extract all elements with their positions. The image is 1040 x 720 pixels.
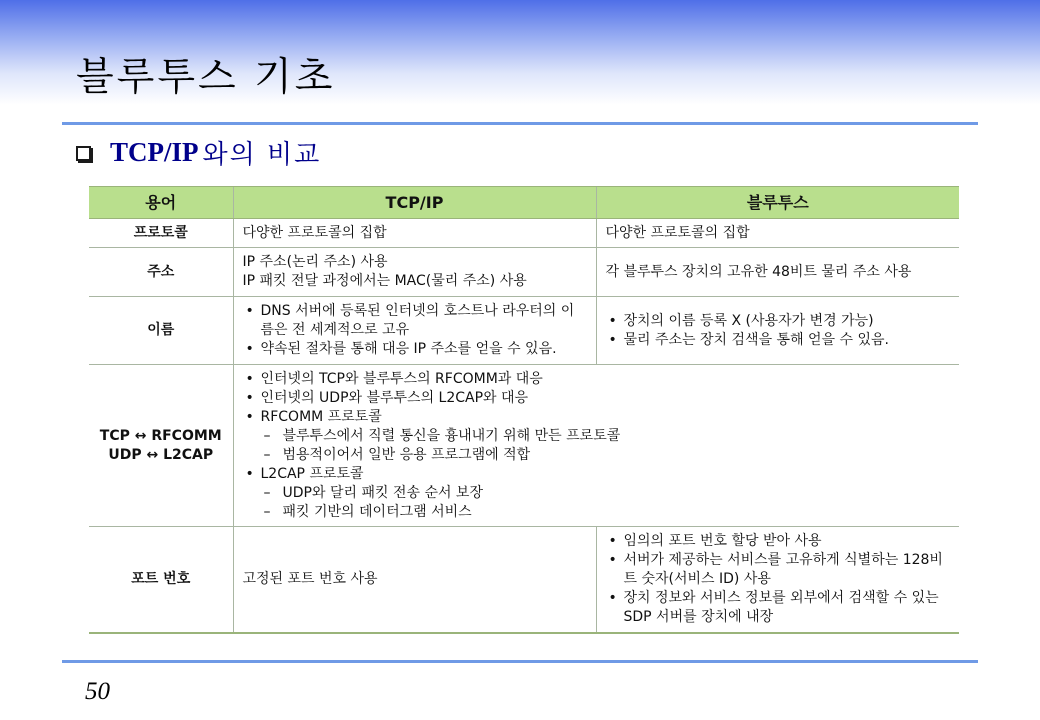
bluetooth-cell: 다양한 프로토콜의 집합 <box>596 219 959 248</box>
bullet-list <box>243 370 951 522</box>
section-heading-latin: TCP/IP <box>110 137 199 167</box>
term-cell: 프로토콜 <box>89 219 233 248</box>
bullet-list <box>243 302 587 359</box>
tcpip-cell <box>233 297 596 365</box>
list-item: • 약속된 절차를 통해 대응 IP 주소를 얻을 수 있음. <box>261 340 587 359</box>
section-heading-hangul: 와의 비교 <box>202 140 322 170</box>
sub-list <box>261 427 951 465</box>
list-item: • DNS 서버에 등록된 인터넷의 호스트나 라우터의 이름은 전 세계적으로 고유 <box>261 302 587 340</box>
comparison-table <box>89 186 959 634</box>
term-cell: 이름 <box>89 297 233 365</box>
bluetooth-cell: 각 블루투스 장치의 고유한 48비트 물리 주소 사용 <box>596 248 959 297</box>
sub-list <box>261 484 951 522</box>
list-item: • 서버가 제공하는 서비스를 고유하게 식별하는 128비트 숫자(서비스 ID) 사용 <box>624 551 951 589</box>
term-line: TCP ↔ RFCOMM <box>99 427 222 444</box>
list-item <box>261 408 951 465</box>
tcpip-line: IP 주소(논리 주소) 사용 <box>242 254 388 270</box>
sub-list-item: – 범용적이어서 일반 응용 프로그램에 적합 <box>283 446 951 465</box>
term-line: UDP ↔ L2CAP <box>108 446 214 463</box>
list-item: • 인터넷의 UDP와 블루투스의 L2CAP와 대응 <box>261 389 951 408</box>
page-number: 50 <box>85 678 110 705</box>
term-cell <box>89 365 233 527</box>
sub-list-item: – 블루투스에서 직렬 통신을 흉내내기 위해 만든 프로토콜 <box>283 427 951 446</box>
table-row <box>89 527 959 633</box>
page-title: 블루투스 기초 <box>76 55 336 100</box>
bottom-divider <box>62 660 978 663</box>
table-row <box>89 297 959 365</box>
sub-list-item: – 패킷 기반의 데이터그램 서비스 <box>283 503 951 522</box>
bluetooth-cell <box>596 297 959 365</box>
list-item <box>261 465 951 522</box>
list-item-label: L2CAP 프로토콜 <box>260 465 364 482</box>
sub-list-item: – UDP와 달리 패킷 전송 순서 보장 <box>283 484 951 503</box>
header-bluetooth: 블루투스 <box>596 187 959 219</box>
term-cell: 주소 <box>89 248 233 297</box>
table-header-row <box>89 187 959 219</box>
top-divider <box>62 122 978 125</box>
table-row <box>89 219 959 248</box>
list-item: • 장치 정보와 서비스 정보를 외부에서 검색할 수 있는 SDP 서버를 장치에 내장 <box>624 589 951 627</box>
tcpip-line: IP 패킷 전달 과정에서는 MAC(물리 주소) 사용 <box>242 273 527 289</box>
checkbox-icon <box>76 146 91 161</box>
tcpip-cell <box>233 248 596 297</box>
list-item: • 물리 주소는 장치 검색을 통해 얻을 수 있음. <box>624 331 951 350</box>
header-tcpip: TCP/IP <box>233 187 596 219</box>
bullet-list <box>606 532 951 627</box>
list-item: • 장치의 이름 등록 X (사용자가 변경 가능) <box>624 312 951 331</box>
table-row <box>89 365 959 527</box>
bluetooth-cell <box>596 527 959 633</box>
list-item-label: RFCOMM 프로토콜 <box>260 408 382 425</box>
list-item: • 임의의 포트 번호 할당 받아 사용 <box>624 532 951 551</box>
merged-cell <box>233 365 959 527</box>
tcpip-cell: 고정된 포트 번호 사용 <box>233 527 596 633</box>
term-cell: 포트 번호 <box>89 527 233 633</box>
header-term: 용어 <box>89 187 233 219</box>
list-item: • 인터넷의 TCP와 블루투스의 RFCOMM과 대응 <box>261 370 951 389</box>
tcpip-cell: 다양한 프로토콜의 집합 <box>233 219 596 248</box>
table-row <box>89 248 959 297</box>
bullet-list <box>606 312 951 350</box>
section-heading <box>76 134 321 171</box>
